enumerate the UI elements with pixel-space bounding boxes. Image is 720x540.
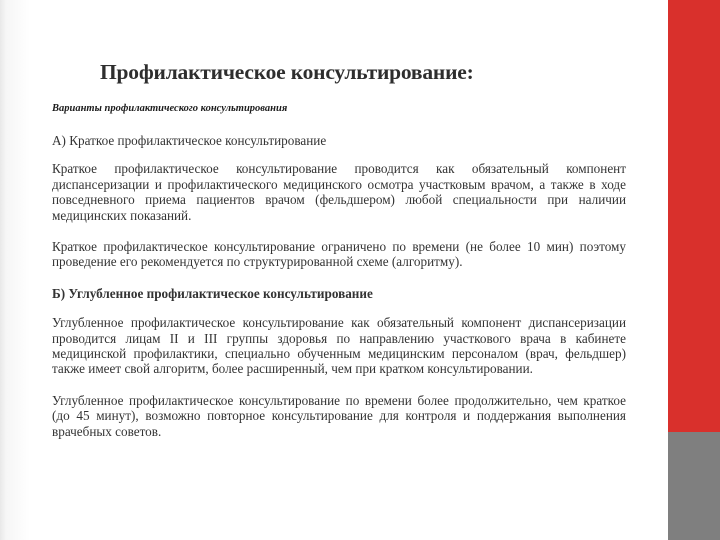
section-b-paragraph-1: Углубленное профилактическое консультирование как обязательный компонент диспансеризации проводится лицам II и III группы здоровья по направлению участкового врача в кабинете медицинской профилактики, специально обученным медицинским персоналом (врач, фельдшер) также имеет свой алгоритм, более расширенный, чем при кратком консультировании. [52, 315, 626, 377]
section-a-paragraph-1: Краткое профилактическое консультирование проводится как обязательный компонент диспансеризации и профилактического медицинского осмотра участковым врачом, а также в ходе повседневного приема пациентов врачом (фельдшером) любой специальности при наличии медицинских показаний. [52, 161, 626, 223]
sidebar-red-band [668, 0, 720, 432]
page-title: Профилактическое консультирование: [100, 60, 474, 84]
slide-content [52, 133, 626, 439]
section-a-heading: А) Краткое профилактическое консультирование [52, 133, 327, 148]
section-a-paragraph-2: Краткое профилактическое консультирование ограничено по времени (не более 10 мин) поэтому проведение его рекомендуется по структурированной схеме (алгоритму). [52, 239, 626, 270]
page-subtitle: Варианты профилактического консультирования [52, 103, 288, 114]
sidebar-gray-band [668, 432, 720, 540]
section-b-heading: Б) Углубленное профилактическое консультирование [52, 285, 373, 301]
section-b-paragraph-2: Углубленное профилактическое консультирование по времени более продолжительно, чем краткое (до 45 минут), возможно повторное консультирование для контроля и поддержания выполнения врачебных советов. [52, 392, 626, 439]
